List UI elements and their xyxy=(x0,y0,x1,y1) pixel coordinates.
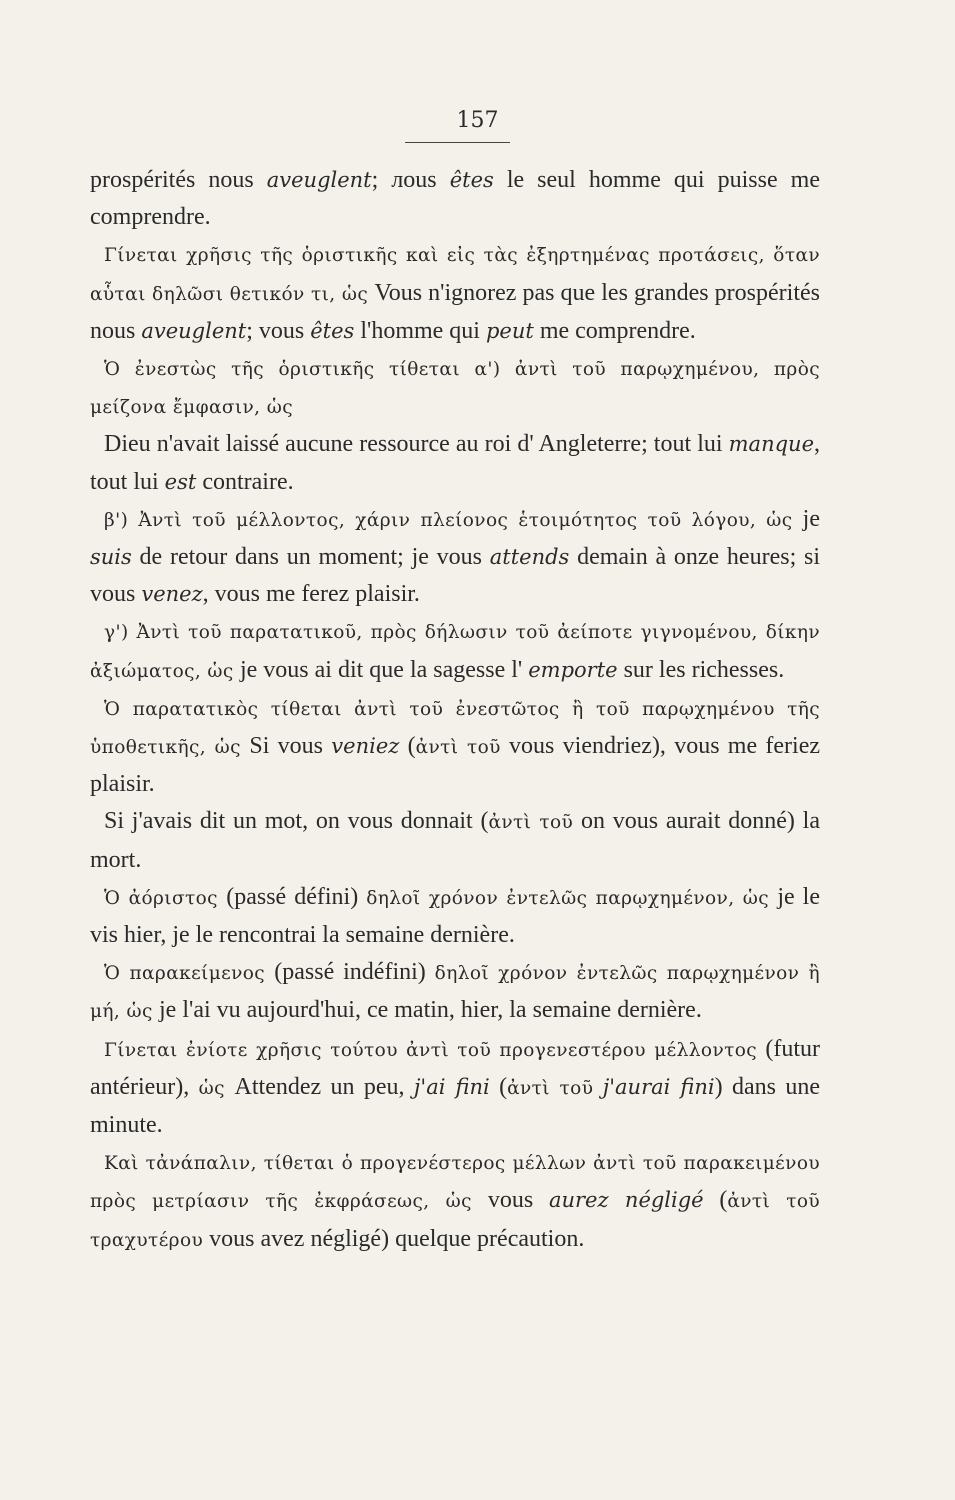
greek-text: Γίνεται χρῆσις τῆς ὁριστικῆς καὶ εἰς τὰς ἐξηρτημένας προτάσεις, ὅταν αὗται δηλῶσι θετικόν τι, ὡς xyxy=(90,245,820,305)
greek-text: Γίνεται ἐνίοτε χρῆσις τούτου ἀντὶ τοῦ προγενεστέρου μέλλοντος xyxy=(104,1039,766,1061)
french-text: ( xyxy=(489,1073,508,1100)
french-text: demain à onze heures; si vous xyxy=(90,544,820,608)
french-text: contraire. xyxy=(196,468,294,495)
french-text: je l'ai vu aujourd'hui, ce matin, hier, la semaine dernière. xyxy=(159,997,702,1024)
french-text: ( xyxy=(399,733,416,760)
french-text: vous xyxy=(487,1187,549,1214)
italic-example: peut xyxy=(485,318,534,343)
italic-example: veniez xyxy=(331,734,400,759)
french-text: prospérités nous xyxy=(90,167,267,193)
italic-example: aurez négligé xyxy=(548,1188,704,1213)
paragraph xyxy=(90,1144,820,1259)
french-text: vous avez négligé) quelque précaution. xyxy=(203,1225,585,1252)
french-text: , tout lui xyxy=(90,431,820,495)
french-text: le seul homme qui puisse me comprendre. xyxy=(90,167,820,231)
greek-text: Καὶ τἀνάπαλιν, τίθεται ὁ προγενέστερος μέλλων ἀντὶ τοῦ παρακειμένου πρὸς μετρίασιν τῆς ἐκφράσεως, ὡς xyxy=(90,1153,820,1213)
french-text: (passé défini) xyxy=(226,883,367,910)
french-text: me comprendre. xyxy=(533,317,696,344)
french-text: ( xyxy=(703,1187,728,1214)
french-text xyxy=(593,1074,602,1100)
french-text: ; vous xyxy=(246,317,311,344)
greek-text: Ὁ παρακείμενος xyxy=(104,963,275,985)
french-text: je le vis hier, je le rencontrai la semaine dernière. xyxy=(90,883,820,949)
greek-text: Ὁ ἐνεστὼς τῆς ὁριστικῆς τίθεται α') ἀντὶ τοῦ παρῳχημένου, πρὸς μείζονα ἔμφασιν, ὡς xyxy=(90,359,820,419)
french-text: (passé indéfini) xyxy=(274,959,435,986)
italic-example: attends xyxy=(489,545,570,570)
greek-text: β') Ἀντὶ τοῦ μέλλοντος, χάριν πλείονος ἑτοιμότητος τοῦ λόγου, ὡς xyxy=(104,509,803,531)
paragraph xyxy=(90,879,820,954)
french-text: Si vous xyxy=(249,733,332,760)
french-text: de retour dans un moment; je vous xyxy=(131,544,490,571)
italic-example: êtes xyxy=(449,168,494,192)
greek-text: ὡς xyxy=(198,1077,235,1099)
body-text xyxy=(90,162,820,1259)
french-text: Si j'avais dit un mot, on vous donnait ( xyxy=(104,808,489,835)
italic-example: suis xyxy=(90,545,132,570)
french-text: je vous ai dit que la sagesse l' xyxy=(239,656,529,683)
greek-text: γ') Ἀντὶ τοῦ παρατατικοῦ, πρὸς δήλωσιν τοῦ ἀείποτε γιγνομένου, δίκην ἀξιώματος, ὡς xyxy=(90,622,820,682)
french-text: l'homme qui xyxy=(354,317,486,344)
page-number: 157 xyxy=(456,108,499,133)
italic-example: aveuglent xyxy=(141,318,247,343)
french-text: on vous aurait donné) la mort. xyxy=(90,808,821,873)
paragraph xyxy=(90,162,820,236)
greek-text: ἀντὶ τοῦ xyxy=(488,812,574,834)
french-text: Vous n'ignorez pas que les grandes prospérités nous xyxy=(90,279,820,344)
greek-text: Ὁ ἀόριστος xyxy=(104,887,227,909)
paragraph xyxy=(90,803,820,878)
french-text: Dieu n'avait laissé aucune ressource au roi d' Angleterre; tout lui xyxy=(104,431,729,458)
header-rule xyxy=(405,142,510,143)
french-text: ; лous xyxy=(371,167,450,193)
paragraph xyxy=(90,350,820,426)
french-text: sur les richesses. xyxy=(617,656,785,683)
french-text: (futur antérieur), xyxy=(90,1035,820,1100)
paragraph xyxy=(90,426,820,500)
paragraph xyxy=(90,236,820,350)
greek-text: Ὁ παρατατικὸς τίθεται ἀντὶ τοῦ ἐνεστῶτος ἢ τοῦ παρῳχημένου τῆς ὑποθετικῆς, ὡς xyxy=(90,698,820,759)
italic-example: j'ai fini xyxy=(413,1074,490,1099)
greek-text: ἀντὶ τοῦ τραχυτέρου xyxy=(90,1191,821,1251)
greek-text: ἀντὶ τοῦ xyxy=(415,737,501,759)
greek-text: ἀντὶ τοῦ xyxy=(507,1077,594,1099)
french-text: je xyxy=(802,505,820,532)
greek-text: δηλοῖ χρόνον ἐντελῶς παρῳχημένον ἢ μή, ὡς xyxy=(90,963,820,1023)
italic-example: venez xyxy=(141,582,203,607)
french-text: vous viendriez), vous me feriez plaisir. xyxy=(90,733,820,798)
french-text: Attendez un peu, xyxy=(234,1073,414,1100)
paragraph xyxy=(90,690,820,804)
french-text: , vous me ferez plaisir. xyxy=(202,581,420,608)
italic-example: est xyxy=(164,469,197,494)
paragraph xyxy=(90,501,820,614)
italic-example: manque xyxy=(728,432,814,457)
italic-example: êtes xyxy=(310,318,355,343)
french-text: ) dans une minute. xyxy=(90,1073,821,1139)
italic-example: j'aurai fini xyxy=(602,1074,715,1099)
paragraph xyxy=(90,613,820,689)
italic-example: aveuglent xyxy=(266,168,372,192)
greek-text: δηλοῖ χρόνον ἐντελῶς παρῳχημένον, ὡς xyxy=(366,887,778,909)
paragraph xyxy=(90,954,820,1030)
paragraph xyxy=(90,1031,820,1145)
italic-example: emporte xyxy=(528,657,618,682)
